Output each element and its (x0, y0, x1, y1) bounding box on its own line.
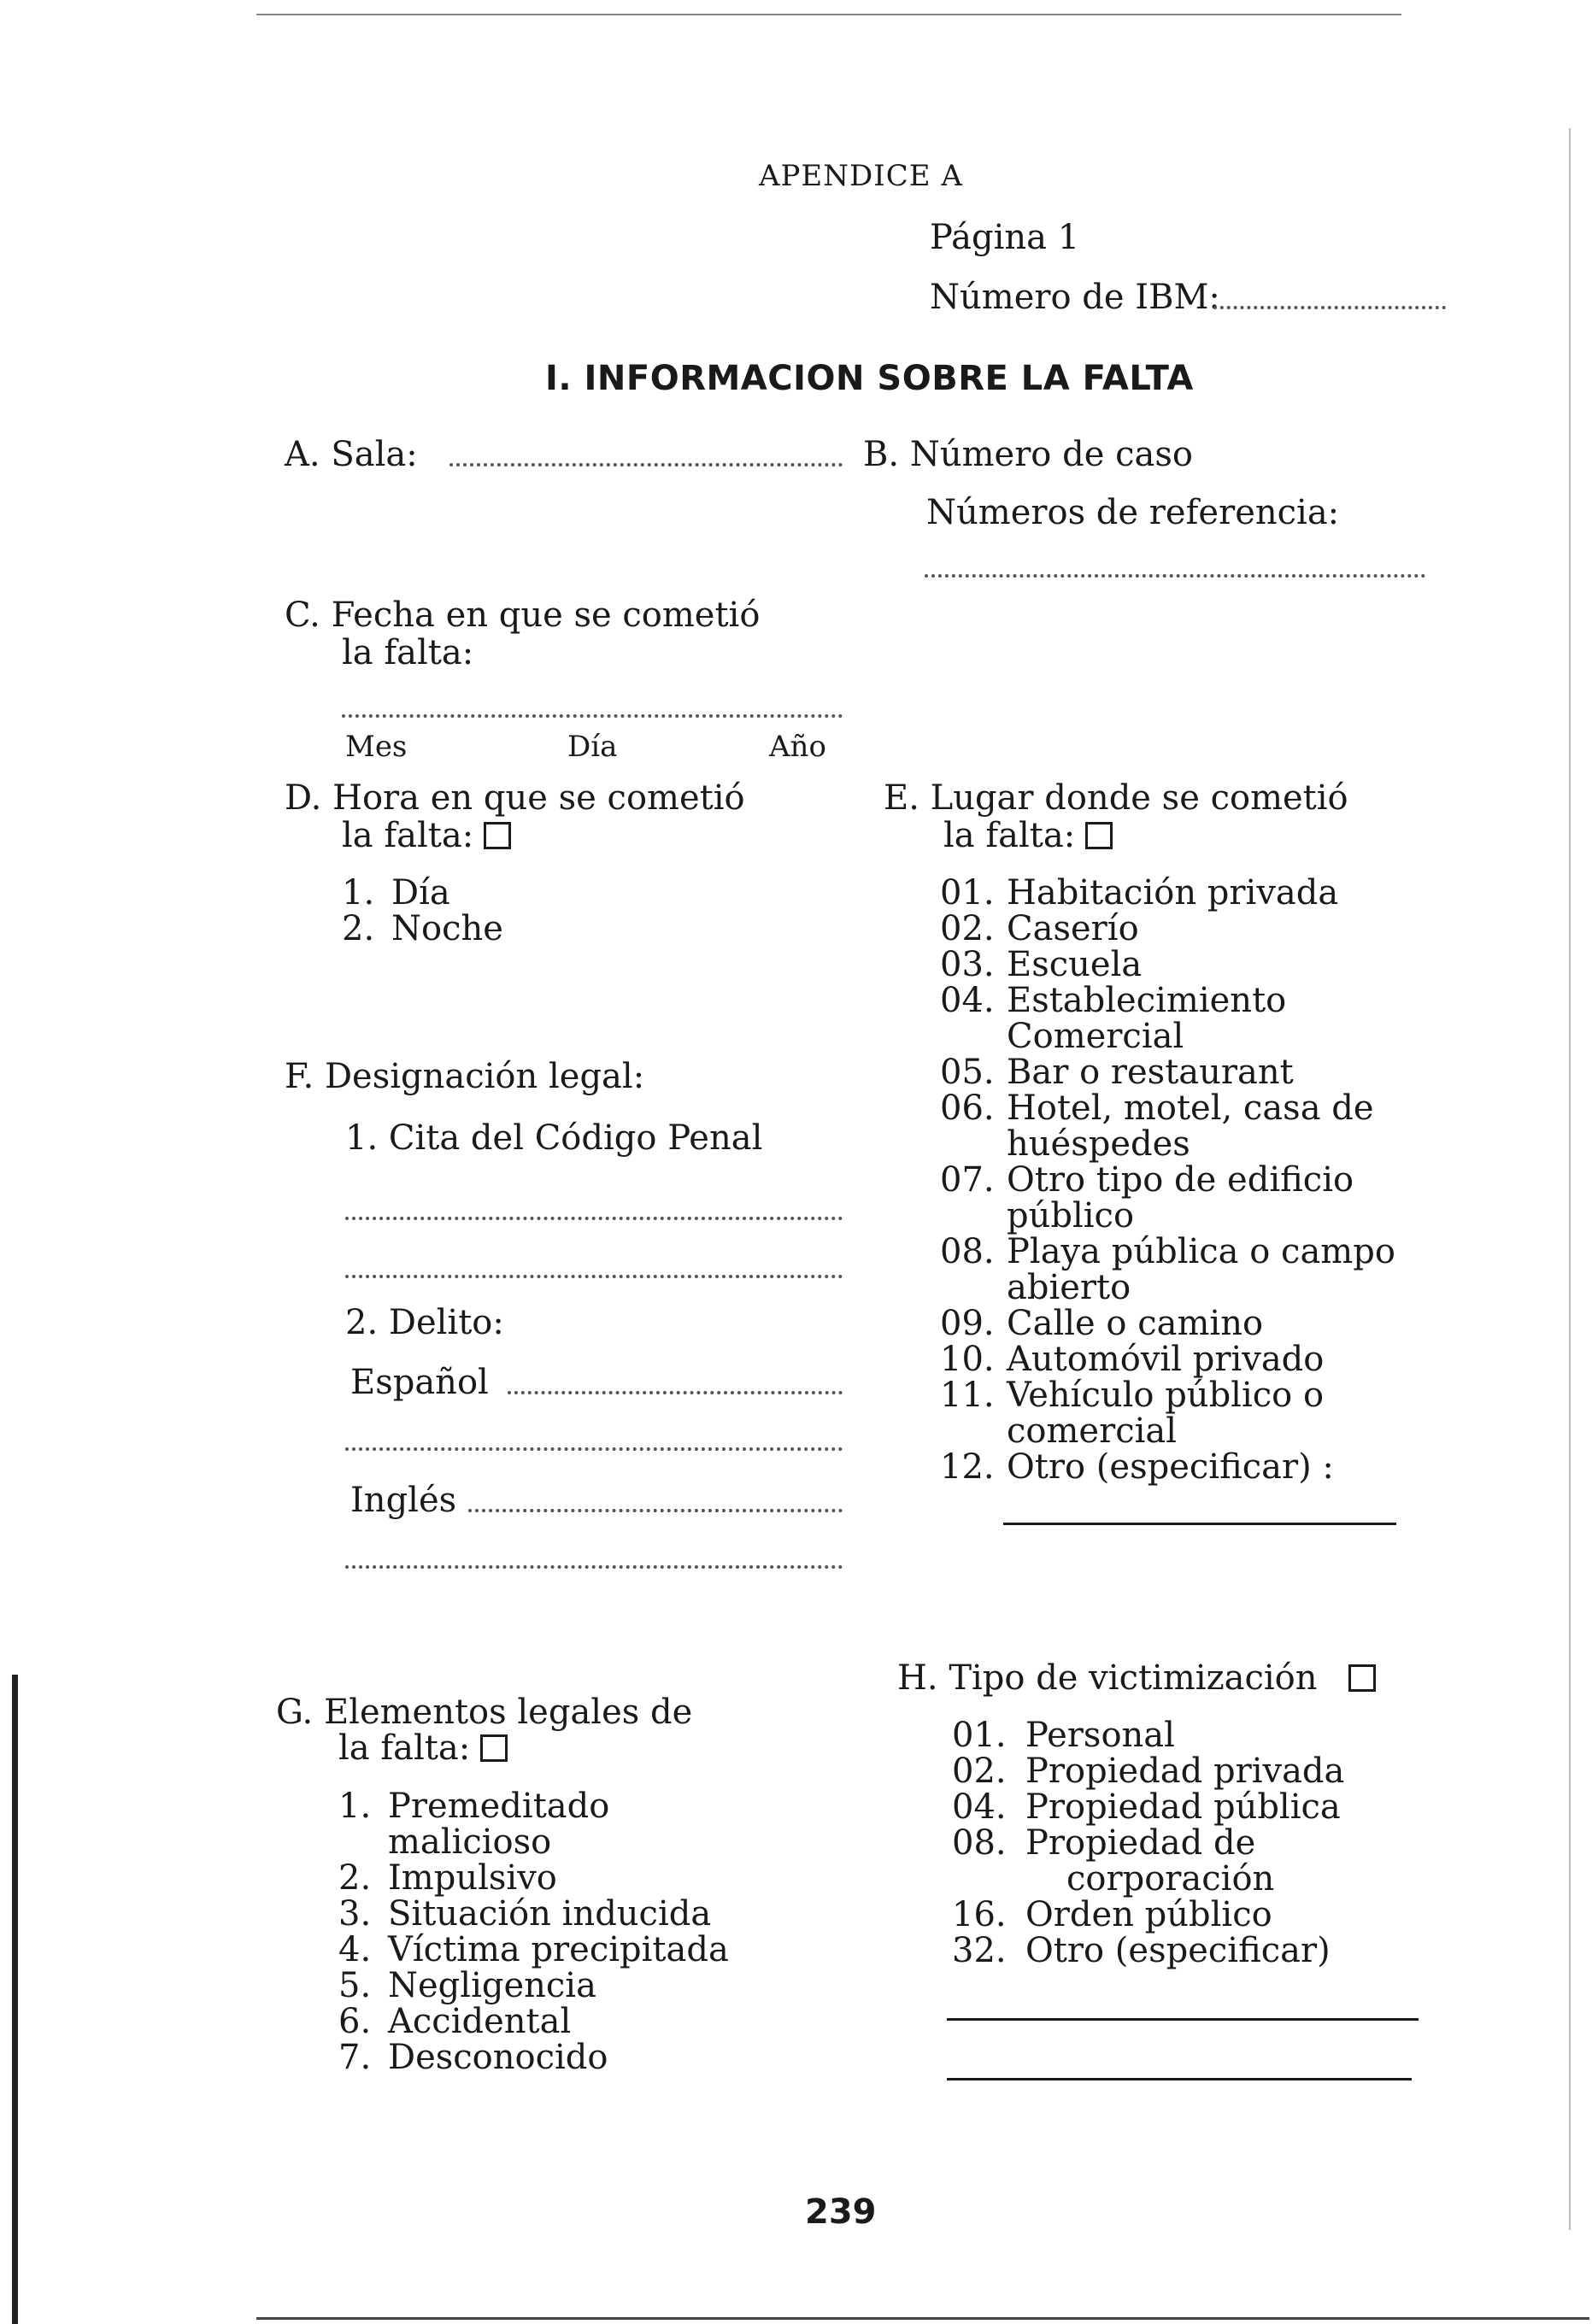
list-item: 04. Propiedad pública (952, 1787, 1341, 1827)
list-item: 04. Establecimiento (940, 981, 1287, 1020)
list-item-cont: huéspedes (1007, 1124, 1190, 1164)
field-g-label: G. Elementos legales de (276, 1693, 693, 1732)
list-item: 12. Otro (especificar) : (940, 1447, 1334, 1487)
place-checkbox[interactable] (1085, 822, 1113, 849)
legal-elements-options (338, 1788, 729, 2075)
penal-code-label: 1. Cita del Código Penal (345, 1118, 763, 1158)
field-g-label-2: la falta: (338, 1731, 508, 1765)
spanish-field-2[interactable] (345, 1447, 843, 1451)
penal-code-field-2[interactable] (345, 1275, 843, 1278)
page-number: 239 (805, 2192, 877, 2232)
scan-edge-right (1569, 128, 1571, 2230)
list-item: 07. Otro tipo de edificio (940, 1160, 1354, 1200)
offense-label: 2. Delito: (345, 1303, 504, 1342)
list-item: 11. Vehículo público o (940, 1376, 1325, 1415)
list-item: 02. Propiedad privada (952, 1752, 1345, 1791)
list-item: 4. Víctima precipitada (338, 1930, 729, 1969)
list-item: 16. Orden público (952, 1895, 1272, 1934)
field-d-label: D. Hora en que se cometió (285, 778, 745, 818)
month-label: Mes (345, 730, 408, 764)
spanish-field[interactable] (508, 1391, 843, 1394)
english-field[interactable] (468, 1509, 843, 1512)
field-e-label-2: la falta: (943, 819, 1113, 853)
list-item: 09. Calle o camino (940, 1304, 1264, 1343)
list-item: 02. Caserío (940, 909, 1139, 948)
hour-options (342, 875, 503, 947)
field-c-label: C. Fecha en que se cometió (285, 596, 761, 635)
appendix-title: APENDICE A (759, 159, 963, 193)
penal-code-field-1[interactable] (345, 1217, 843, 1220)
year-label: Año (769, 730, 826, 764)
ibm-number-field[interactable] (1213, 306, 1446, 309)
list-item-cont: corporación (1066, 1859, 1275, 1899)
victimization-other-field-2[interactable] (947, 2078, 1412, 2080)
scan-edge-bottom (256, 2317, 1589, 2320)
list-item-cont: público (1007, 1196, 1135, 1235)
list-item: 6. Accidental (338, 2002, 572, 2041)
list-item: 10. Automóvil privado (940, 1340, 1325, 1379)
section-title: I. INFORMACION SOBRE LA FALTA (545, 359, 1194, 398)
list-item: 7. Desconocido (338, 2038, 608, 2077)
list-item-cont: Comercial (1007, 1017, 1184, 1056)
list-item: 2. Impulsivo (338, 1858, 557, 1898)
legal-elements-checkbox[interactable] (480, 1734, 508, 1762)
list-item: 32. Otro (especificar) (952, 1931, 1331, 1970)
list-item-cont: abierto (1007, 1268, 1131, 1307)
field-b-label: B. Número de caso (863, 435, 1193, 474)
list-item: 01. Habitación privada (940, 873, 1339, 913)
field-a-label: A. Sala: (285, 435, 418, 474)
list-item: 2. Noche (342, 909, 503, 948)
list-item: 03. Escuela (940, 945, 1143, 984)
reference-numbers-field[interactable] (925, 574, 1425, 578)
day-label: Día (567, 730, 618, 764)
field-h-label: H. Tipo de victimización (897, 1661, 1376, 1695)
victimization-checkbox[interactable] (1348, 1664, 1376, 1692)
sala-field[interactable] (449, 463, 843, 467)
scan-edge-top (256, 14, 1401, 15)
list-item: 1. Premeditado (338, 1787, 610, 1826)
list-item: 08. Propiedad de (952, 1823, 1256, 1863)
place-other-field[interactable] (1003, 1523, 1396, 1525)
list-item: 01. Personal (952, 1716, 1175, 1755)
list-item: 08. Playa pública o campo (940, 1232, 1395, 1271)
field-f-label: F. Designación legal: (285, 1057, 645, 1096)
list-item-cont: comercial (1007, 1411, 1178, 1451)
english-field-2[interactable] (345, 1565, 843, 1569)
list-item-cont: malicioso (388, 1822, 552, 1862)
list-item: 06. Hotel, motel, casa de (940, 1089, 1374, 1128)
reference-numbers-label: Números de referencia: (926, 493, 1340, 532)
scan-edge-left (12, 1675, 18, 2324)
place-options (940, 875, 1395, 1485)
english-label: Inglés (350, 1481, 457, 1520)
field-e-label: E. Lugar donde se cometió (884, 778, 1348, 818)
list-item: 05. Bar o restaurant (940, 1053, 1294, 1092)
spanish-label: Español (350, 1363, 489, 1402)
page-label: Página 1 (930, 218, 1080, 257)
list-item: 1. Día (342, 873, 450, 913)
victimization-other-field-1[interactable] (947, 2018, 1419, 2021)
list-item: 5. Negligencia (338, 1966, 596, 2005)
date-field[interactable] (342, 714, 843, 718)
victimization-options (952, 1717, 1344, 1969)
ibm-number-label: Número de IBM: (930, 278, 1220, 317)
field-d-label-2: la falta: (342, 819, 511, 853)
hour-checkbox[interactable] (484, 822, 511, 849)
field-c-label-2: la falta: (342, 633, 474, 672)
list-item: 3. Situación inducida (338, 1894, 712, 1934)
